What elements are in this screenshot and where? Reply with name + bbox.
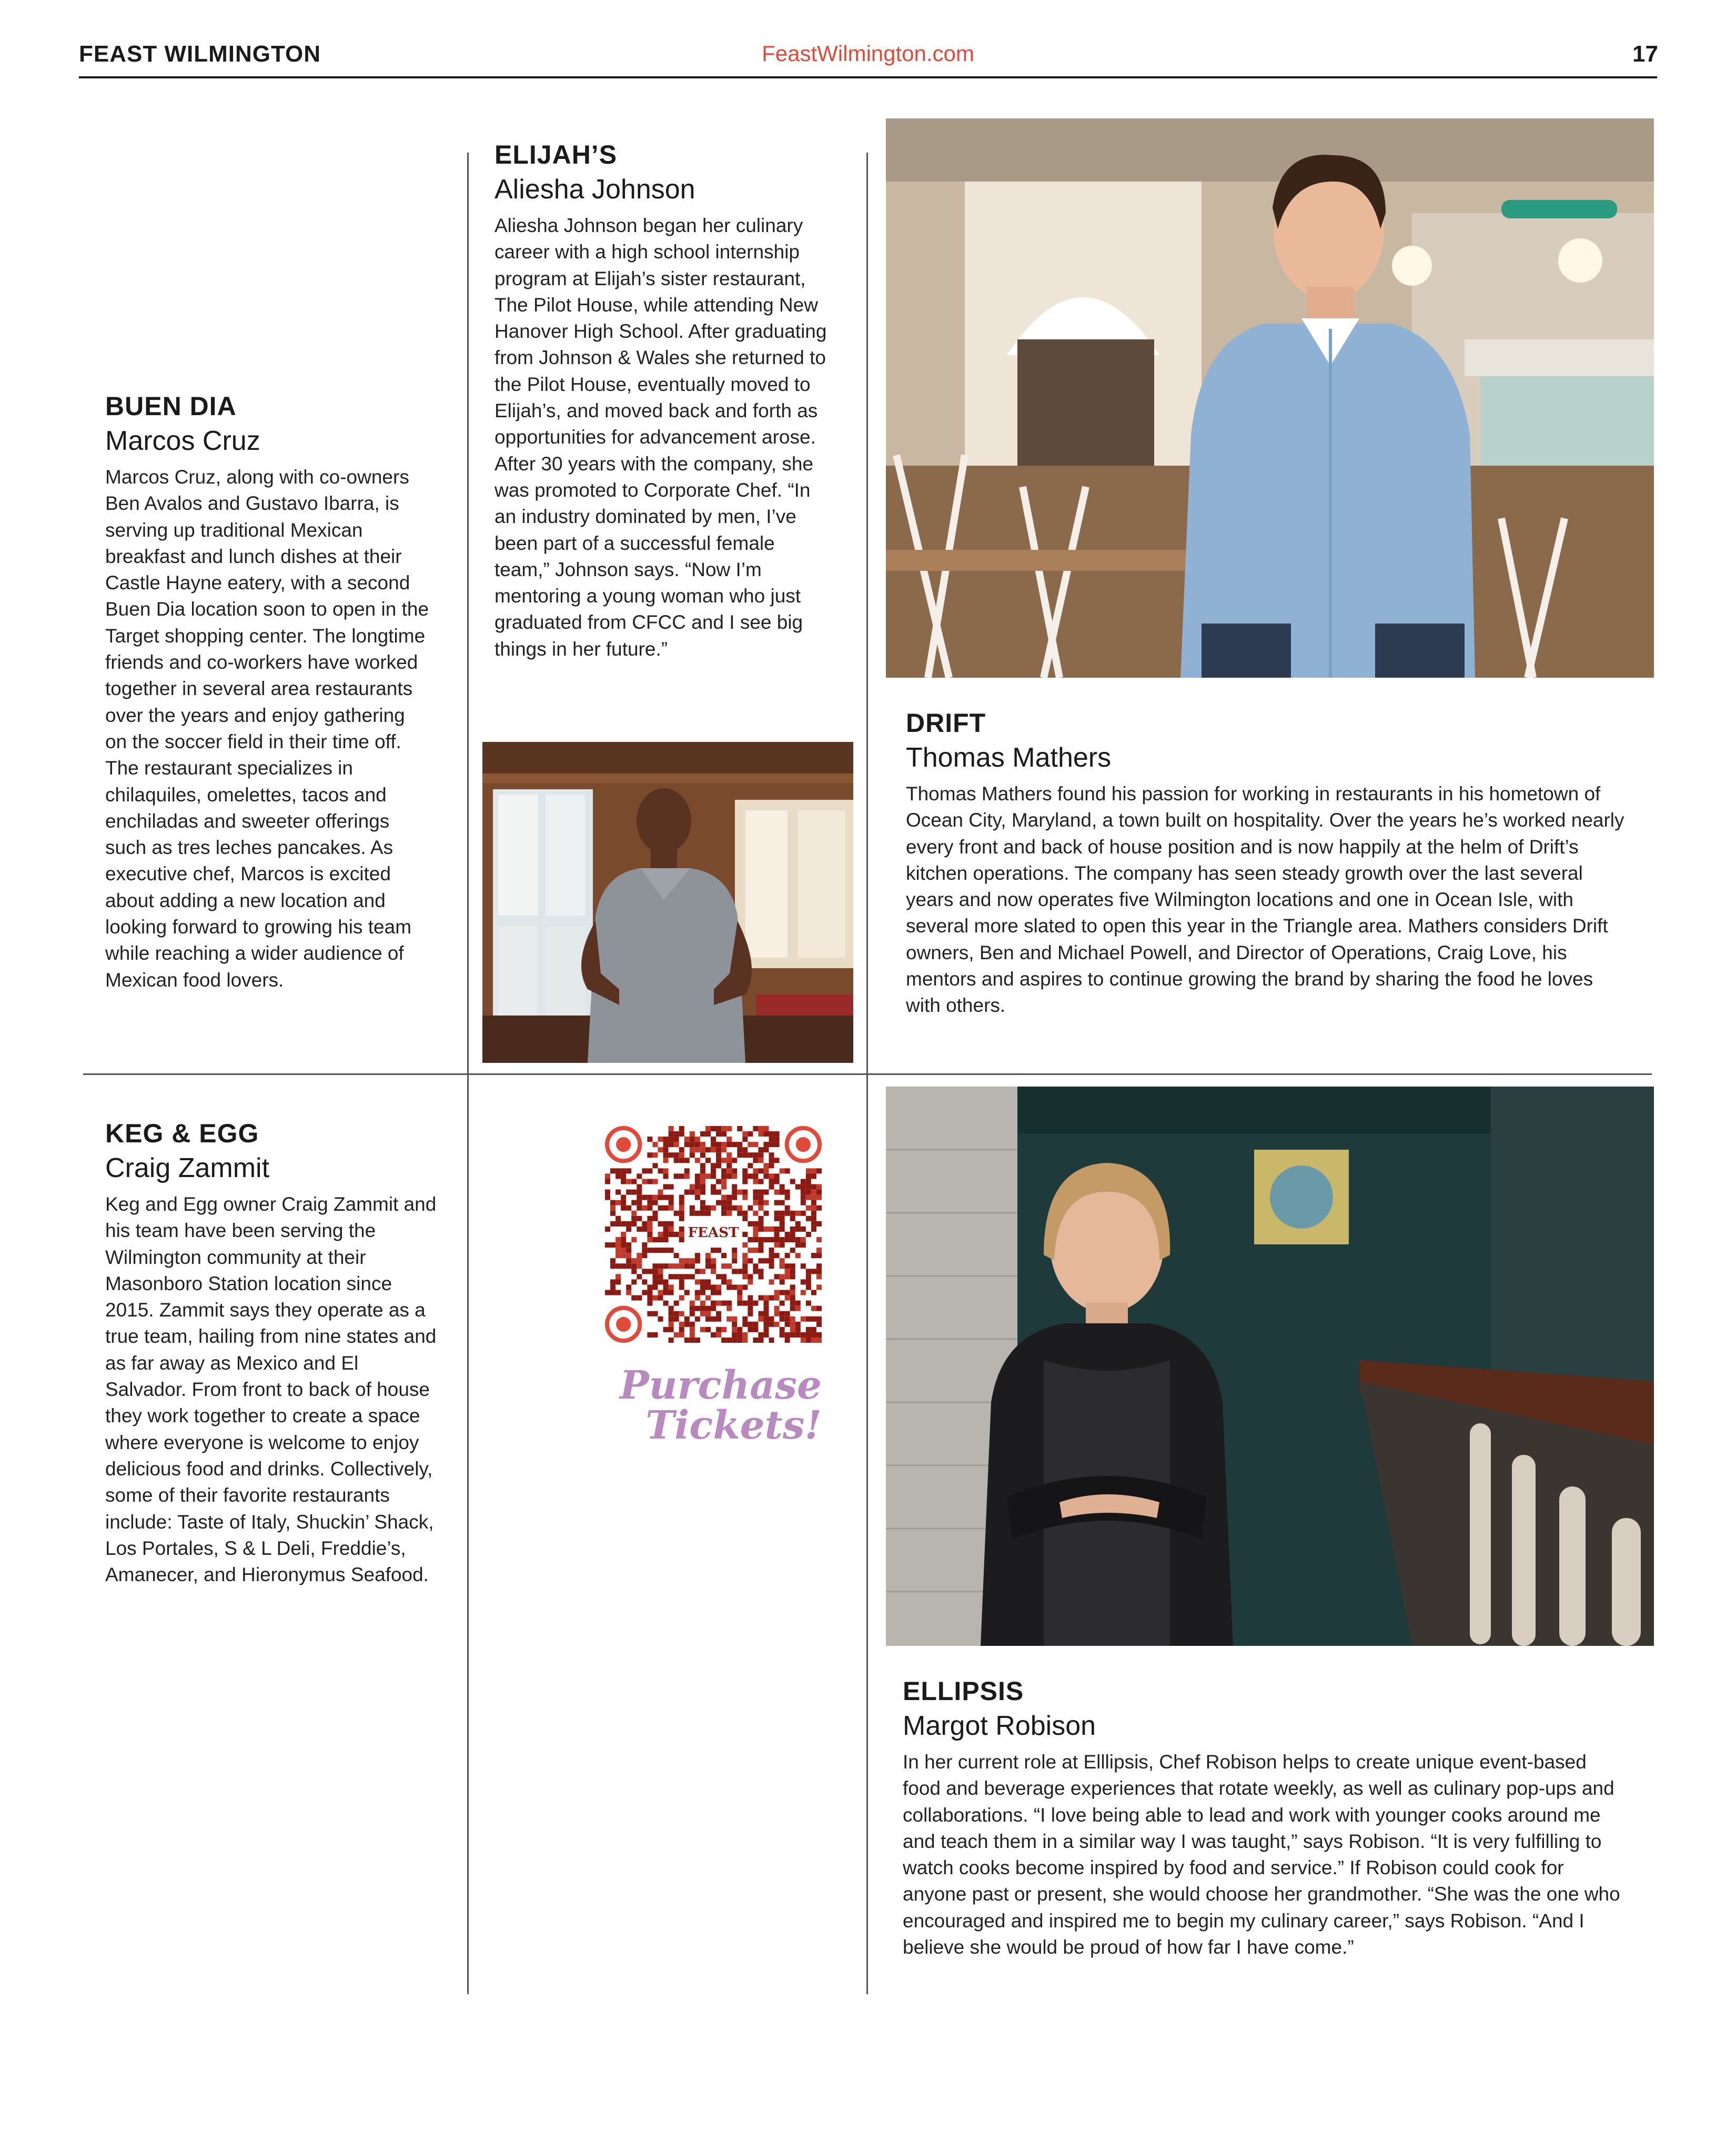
restaurant-name: KEG & EGG	[105, 1119, 259, 1148]
restaurant-name: BUEN DIA	[105, 391, 237, 421]
restaurant-name: ELIJAH’S	[494, 140, 618, 169]
restaurant-name: DRIFT	[906, 708, 986, 738]
profile-body: Thomas Mathers found his passion for working in restaurants in his hometown of Ocean City, Maryland, a town built on hospitality. Over the years he’s worked nearly every front and back of house position and is now happily at the helm of Drift’s kitchen operations. The company has seen steady growth over the last several years and now operates five Wilmington locations and one in Ocean Isle, with several more slated to open this year in the Triangle area. Mathers considers Drift owners, Ben and Michael Powell, and Director of Operations, Craig Love, his mentors and aspires to continue growing the brand by sharing the food he loves with others.	[906, 783, 1624, 1017]
section-drift	[906, 706, 1627, 1019]
chef-name: Marcos Cruz	[105, 426, 260, 456]
chef-name: Thomas Mathers	[906, 742, 1112, 773]
cta-line-2: Tickets!	[645, 1403, 822, 1448]
section-ellipsis	[903, 1674, 1629, 1961]
section-buen-dia	[105, 389, 431, 993]
page-number: 17	[1632, 41, 1658, 67]
chef-name: Margot Robison	[903, 1711, 1096, 1741]
photo-margot-robison	[886, 1087, 1654, 1646]
profile-body: Marcos Cruz, along with co-owners Ben Avalos and Gustavo Ibarra, is serving up traditional Mexican breakfast and lunch dishes at their Castle Hayne eatery, with a second Buen Dia location soon to open in the Target shopping center. The longtime friends and co-workers have worked together in several area restaurants over the years and enjoy gathering on the soccer field in their time off. The restaurant specializes in chilaquiles, omelettes, tacos and enchiladas and sweeter offerings such as tres leches pancakes. As executive chef, Marcos is excited about adding a new location and looking forward to growing his team while reaching a wider audience of Mexican food lovers.	[105, 466, 429, 991]
purchase-tickets-cta[interactable]	[605, 1363, 822, 1448]
photo-thomas-mathers	[886, 118, 1654, 678]
chef-name: Aliesha Johnson	[494, 174, 695, 205]
qr-feast-logo: FEAST	[688, 1224, 739, 1241]
website-link[interactable]: FeastWilmington.com	[762, 41, 974, 66]
ticket-qr-code[interactable]	[605, 1126, 822, 1343]
profile-body: Aliesha Johnson began her culinary career with a high school internship program at Elijah’s sister restaurant, The Pilot House, while attending New Hanover High School. After graduating from Johnson & Wales she returned to the Pilot House, eventually moved to Elijah’s, and moved back and forth as opportunities for advancement arose. After 30 years with the company, she was promoted to Corporate Chef. “In an industry dominated by men, I’ve been part of a successful female team,” Johnson says. “Now I’m mentoring a young woman who just graduated from CFCC and I see big things in her future.”	[494, 215, 827, 660]
row-divider	[83, 1073, 1652, 1075]
profile-body: In her current role at Elllipsis, Chef Robison helps to create unique event-based food and beverage experiences that rotate weekly, as well as culinary pop-ups and collaborations. “I love being able to lead and work with younger cooks around me and teach them in a similar way I was taught,” says Robison. “It is very fulfilling to watch cooks become inspired by food and service.” If Robison could cook for anyone past or present, she would choose her grandmother. “She was the one who encouraged and inspired me to begin my culinary career,” says Robison. “And I believe she would be proud of how far I have come.”	[903, 1751, 1620, 1958]
photo-aliesha-johnson	[482, 742, 853, 1063]
cta-line-1: Purchase	[620, 1363, 822, 1408]
section-elijahs	[494, 138, 831, 662]
profile-body: Keg and Egg owner Craig Zammit and his team have been serving the Wilmington community at their Masonboro Station location since 2015. Zammit says they operate as a true team, hailing from nine states and as far away as Mexico and El Salvador. From front to back of house they work together to create a space where everyone is welcome to enjoy delicious food and drinks. Collectively, some of their favorite restaurants include: Taste of Italy, Shuckin’ Shack, Los Portales, S & L Deli, Freddie’s, Amanecer, and Hieronymus Seafood.	[105, 1193, 437, 1586]
restaurant-name: ELLIPSIS	[903, 1676, 1024, 1706]
section-keg-and-egg	[105, 1117, 442, 1588]
chef-name: Craig Zammit	[105, 1153, 270, 1183]
header-rule	[79, 76, 1657, 78]
publication-name: FEAST WILMINGTON	[79, 41, 321, 67]
